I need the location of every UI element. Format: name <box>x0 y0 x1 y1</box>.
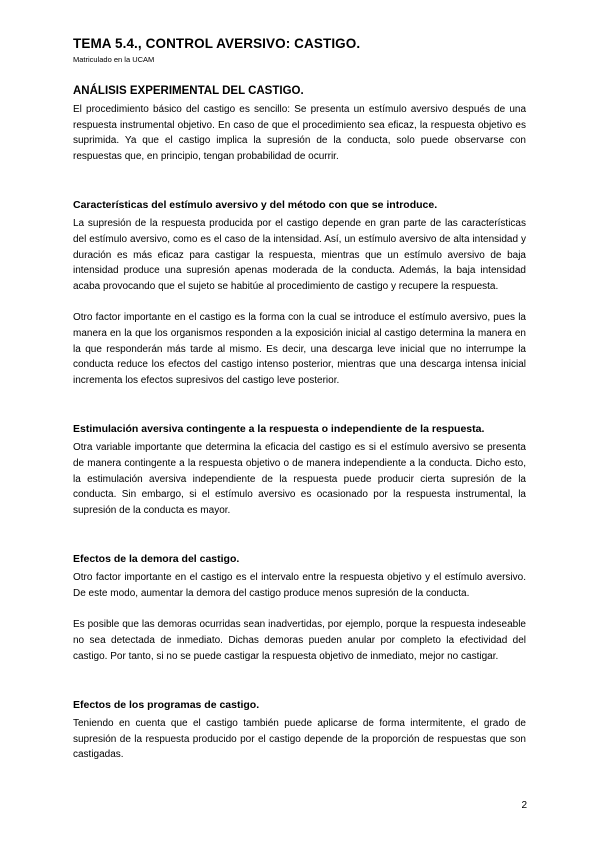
section-heading-characteristics: Características del estímulo aversivo y del método con que se introduce. <box>73 199 438 212</box>
section-heading-analysis: ANÁLISIS EXPERIMENTAL DEL CASTIGO. <box>73 85 304 97</box>
document-subtitle: Matriculado en la UCAM <box>73 55 155 64</box>
paragraph-characteristics-1: La supresión de la respuesta producida por el castigo depende en gran parte de las características del estímulo aversivo, como es el caso de la intensidad. Así, un estímulo aversivo de alta intensidad y duración es más eficaz para castigar la respuesta, mientras que un estímulo aversivo de baja intensidad produce una supresión apenas moderada de la conducta. Además, la baja intensidad acaba provocando que el sujeto se habitúe al procedimiento de castigo y recupere la respuesta. <box>73 218 526 292</box>
paragraph-delay-1: Otro factor importante en el castigo es el intervalo entre la respuesta objetivo y el estímulo aversivo. De este modo, aumentar la demora del castigo produce menos supresión de la conducta. <box>73 572 526 599</box>
paragraph-characteristics-2: Otro factor importante en el castigo es la forma con la cual se introduce el estímulo aversivo, pues la manera en la que los organismos responden a la exposición inicial al castigo determina la manera en la que responderán más tarde al mismo. Es decir, una descarga leve inicial que no interrumpe la conducta reduce los efectos del castigo intenso posterior, mientras que una descarga intensa inicial incrementa los efectos supresivos del castigo leve posterior. <box>73 312 526 386</box>
section-heading-contingent: Estimulación aversiva contingente a la respuesta o independiente de la respuesta. <box>73 423 485 436</box>
section-heading-programs: Efectos de los programas de castigo. <box>73 699 260 712</box>
page-number: 2 <box>521 800 527 811</box>
paragraph-delay-2: Es posible que las demoras ocurridas sean inadvertidas, por ejemplo, porque la respuesta indeseable no sea detectada de inmediato. Dichas demoras pueden anular por completo la efectividad del castigo. Por tanto, si no se puede castigar la respuesta objetivo de inmediato, mejor no castigar. <box>73 619 526 662</box>
section-heading-delay: Efectos de la demora del castigo. <box>73 553 240 566</box>
paragraph-analysis-1: El procedimiento básico del castigo es sencillo: Se presenta un estímulo aversivo después de una respuesta instrumental objetivo. En caso de que el procedimiento sea eficaz, la respuesta objetivo es suprimida. Ya que el castigo implica la supresión de la conducta, solo puede observarse con respuestas que, en principio, tengan probabilidad de ocurrir. <box>73 104 526 162</box>
paragraph-programs-1: Teniendo en cuenta que el castigo también puede aplicarse de forma intermitente, el grado de supresión de la respuesta producido por el castigo depende de la proporción de respuestas que son castigadas. <box>73 718 526 761</box>
document-page <box>73 36 526 763</box>
paragraph-contingent-1: Otra variable importante que determina la eficacia del castigo es si el estímulo aversivo se presenta de manera contingente a la respuesta objetivo o de manera independiente a la conducta. Dicho esto, la estimulación aversiva independiente de la respuesta puede producir cierta supresión de la conducta. Sin embargo, si el estímulo aversivo es ocasionado por la respuesta instrumental, la supresión de la conducta es mayor. <box>73 442 526 516</box>
document-title: TEMA 5.4., CONTROL AVERSIVO: CASTIGO. <box>73 36 361 51</box>
